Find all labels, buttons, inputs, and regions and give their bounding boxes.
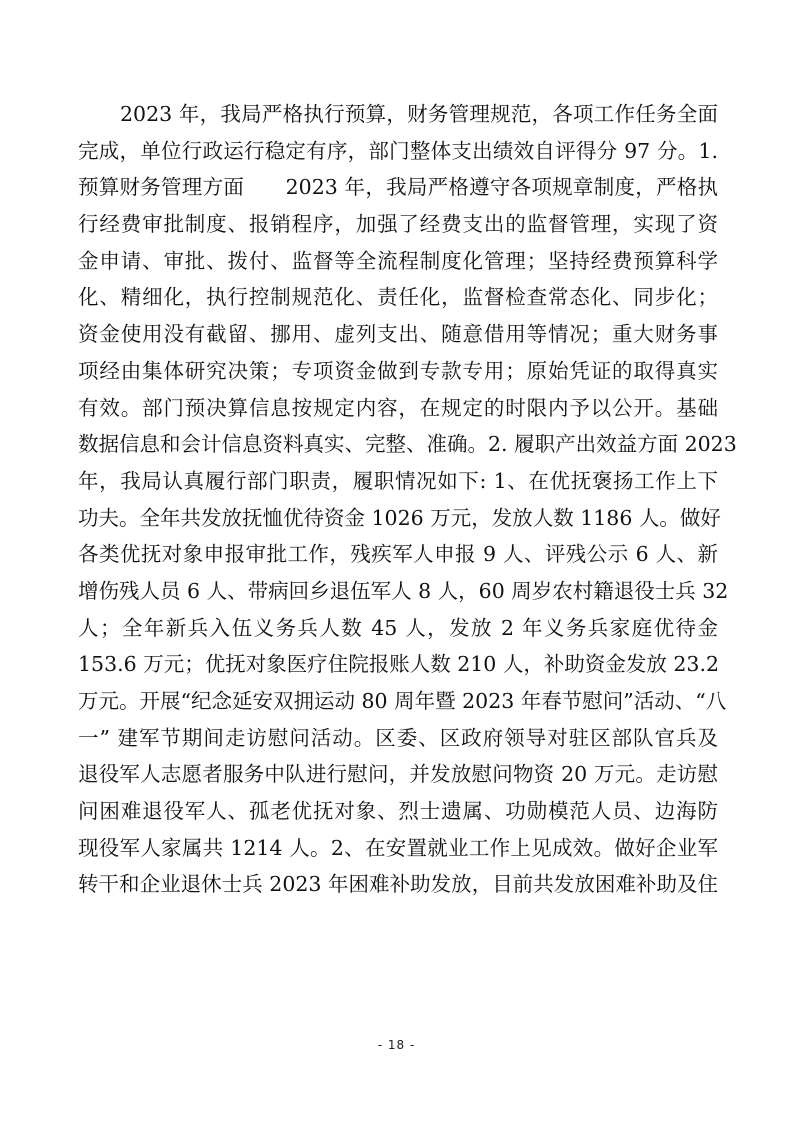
text-line-2: 完成，单位行政运行稳定有序，部门整体支出绩效自评得分 97 分。1.: [78, 138, 718, 163]
text-line-14: 增伤残人员 6 人、带病回乡退伍军人 8 人，60 周岁农村籍退役士兵 32: [78, 578, 729, 603]
text-line-6: 化、精细化，执行控制规范化、责任化，监督检查常态化、同步化；: [78, 285, 718, 310]
text-line-17: 万元。开展“纪念延安双拥运动 80 周年暨 2023 年春节慰问”活动、“八: [78, 689, 727, 713]
text-line-22: 转干和企业退休士兵 2023 年困难补助发放，目前共发放困难补助及住: [78, 872, 718, 897]
text-line-7: 资金使用没有截留、挪用、虚列支出、随意借用等情况；重大财务事: [78, 322, 718, 347]
text-line-5: 金申请、审批、拨付、监督等全流程制度化管理；坚持经费预算科学: [78, 248, 718, 273]
text-line-9: 有效。部门预决算信息按规定内容，在规定的时限内予以公开。基础: [78, 395, 718, 420]
text-line-4: 行经费审批制度、报销程序，加强了经费支出的监督管理，实现了资: [78, 212, 718, 237]
text-line-21: 现役军人家属共 1214 人。2、在安置就业工作上见成效。做好企业军: [78, 835, 718, 860]
text-line-12: 功夫。全年共发放抚恤优待资金 1026 万元，发放人数 1186 人。做好: [78, 505, 721, 530]
text-line-3: 预算财务管理方面 2023 年，我局严格遵守各项规章制度，严格执: [78, 175, 718, 200]
text-line-16: 153.6 万元；优抚对象医疗住院报账人数 210 人，补助资金发放 23.2: [78, 652, 720, 677]
body-paragraph: [78, 96, 737, 903]
text-line-1: 2023 年，我局严格执行预算，财务管理规范，各项工作任务全面: [120, 102, 718, 126]
text-line-15: 人；全年新兵入伍义务兵人数 45 人，发放 2 年义务兵家庭优待金: [78, 615, 718, 640]
text-line-19: 退役军人志愿者服务中队进行慰问，并发放慰问物资 20 万元。走访慰: [78, 762, 718, 787]
text-line-10: 数据信息和会计信息资料真实、完整、准确。2. 履职产出效益方面 2023: [78, 432, 737, 457]
text-line-18: 一” 建军节期间走访慰问活动。区委、区政府领导对驻区部队官兵及: [78, 725, 718, 750]
text-line-13: 各类优抚对象申报审批工作，残疾军人申报 9 人、评残公示 6 人、新: [78, 542, 718, 567]
text-line-11: 年，我局认真履行部门职责，履职情况如下: 1、在优抚褒扬工作上下: [78, 468, 718, 493]
text-line-20: 问困难退役军人、孤老优抚对象、烈士遗属、功勋模范人员、边海防: [78, 799, 718, 824]
page-number: - 18 -: [377, 1038, 416, 1052]
text-line-8: 项经由集体研究决策；专项资金做到专款专用；原始凭证的取得真实: [78, 358, 718, 383]
